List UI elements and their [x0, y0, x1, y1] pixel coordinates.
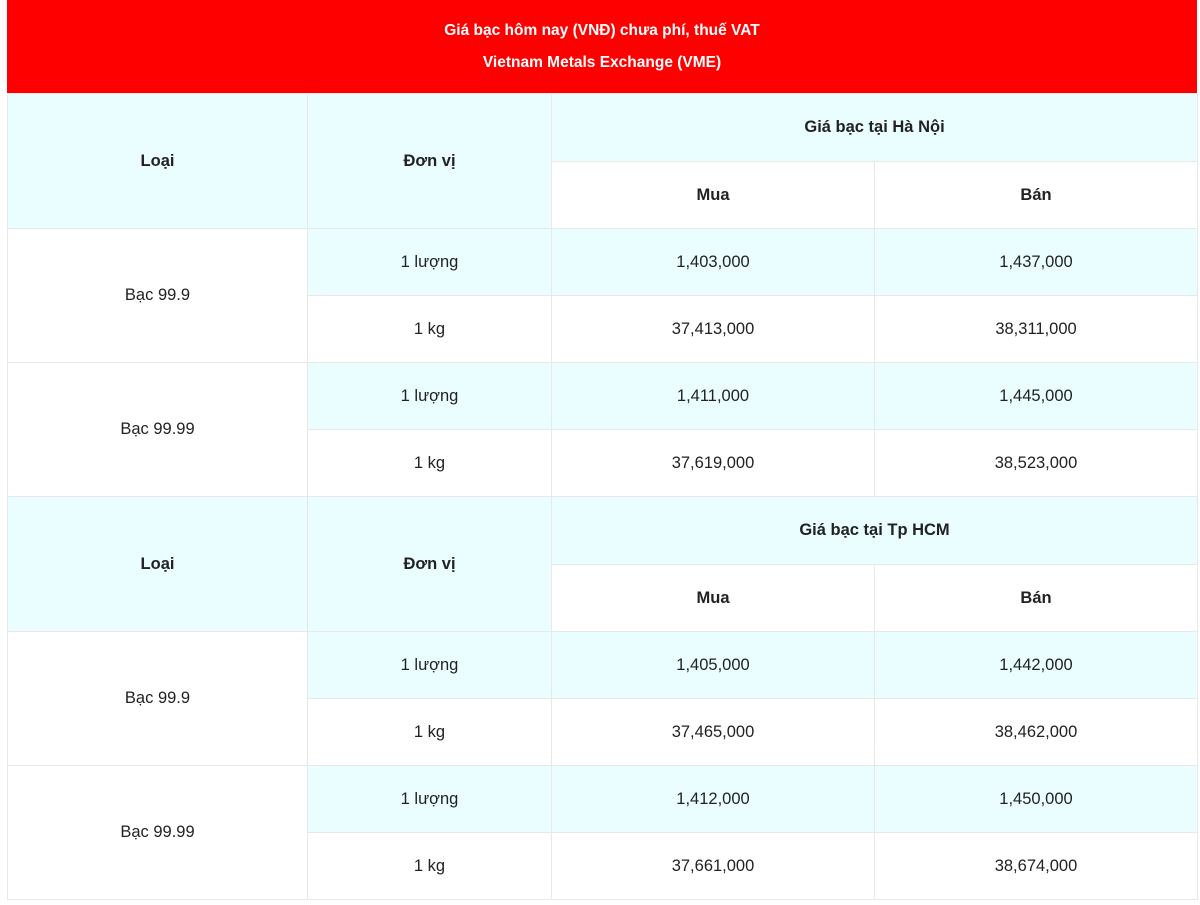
- sell-price-cell: 38,523,000: [875, 430, 1198, 497]
- sell-price-cell: 38,674,000: [875, 833, 1198, 900]
- unit-cell: 1 lượng: [308, 363, 552, 430]
- location-header: Giá bạc tại Hà Nội: [552, 94, 1198, 162]
- silver-type-cell: Bạc 99.9: [8, 229, 308, 363]
- title-line-1: Giá bạc hôm nay (VNĐ) chưa phí, thuế VAT: [444, 21, 760, 39]
- col-header-buy: Mua: [552, 162, 875, 229]
- sell-price-cell: 1,442,000: [875, 632, 1198, 699]
- sell-price-cell: 1,450,000: [875, 766, 1198, 833]
- header-row: [8, 497, 1198, 565]
- sell-price-cell: 1,437,000: [875, 229, 1198, 296]
- table-row: [8, 229, 1198, 296]
- table-row: [8, 766, 1198, 833]
- buy-price-cell: 1,412,000: [552, 766, 875, 833]
- unit-cell: 1 lượng: [308, 229, 552, 296]
- col-header-unit: Đơn vị: [308, 497, 552, 632]
- table-row: [8, 632, 1198, 699]
- unit-cell: 1 kg: [308, 833, 552, 900]
- buy-price-cell: 37,413,000: [552, 296, 875, 363]
- table-row: [8, 363, 1198, 430]
- title-line-2: Vietnam Metals Exchange (VME): [482, 53, 722, 71]
- buy-price-cell: 37,661,000: [552, 833, 875, 900]
- buy-price-cell: 1,403,000: [552, 229, 875, 296]
- sell-price-cell: 38,311,000: [875, 296, 1198, 363]
- buy-price-cell: 37,619,000: [552, 430, 875, 497]
- col-header-buy: Mua: [552, 565, 875, 632]
- buy-price-cell: 1,405,000: [552, 632, 875, 699]
- col-header-type: Loại: [8, 497, 308, 632]
- unit-cell: 1 lượng: [308, 766, 552, 833]
- buy-price-cell: 1,411,000: [552, 363, 875, 430]
- unit-cell: 1 kg: [308, 699, 552, 766]
- unit-cell: 1 kg: [308, 296, 552, 363]
- buy-price-cell: 37,465,000: [552, 699, 875, 766]
- silver-price-widget: [7, 0, 1197, 900]
- silver-type-cell: Bạc 99.99: [8, 766, 308, 900]
- unit-cell: 1 kg: [308, 430, 552, 497]
- silver-type-cell: Bạc 99.99: [8, 363, 308, 497]
- sell-price-cell: 1,445,000: [875, 363, 1198, 430]
- sell-price-cell: 38,462,000: [875, 699, 1198, 766]
- header-row: [8, 94, 1198, 162]
- silver-type-cell: Bạc 99.9: [8, 632, 308, 766]
- col-header-type: Loại: [8, 94, 308, 229]
- col-header-sell: Bán: [875, 162, 1198, 229]
- location-header: Giá bạc tại Tp HCM: [552, 497, 1198, 565]
- silver-price-table: [7, 93, 1198, 900]
- table-title-banner: [7, 0, 1197, 93]
- col-header-unit: Đơn vị: [308, 94, 552, 229]
- unit-cell: 1 lượng: [308, 632, 552, 699]
- col-header-sell: Bán: [875, 565, 1198, 632]
